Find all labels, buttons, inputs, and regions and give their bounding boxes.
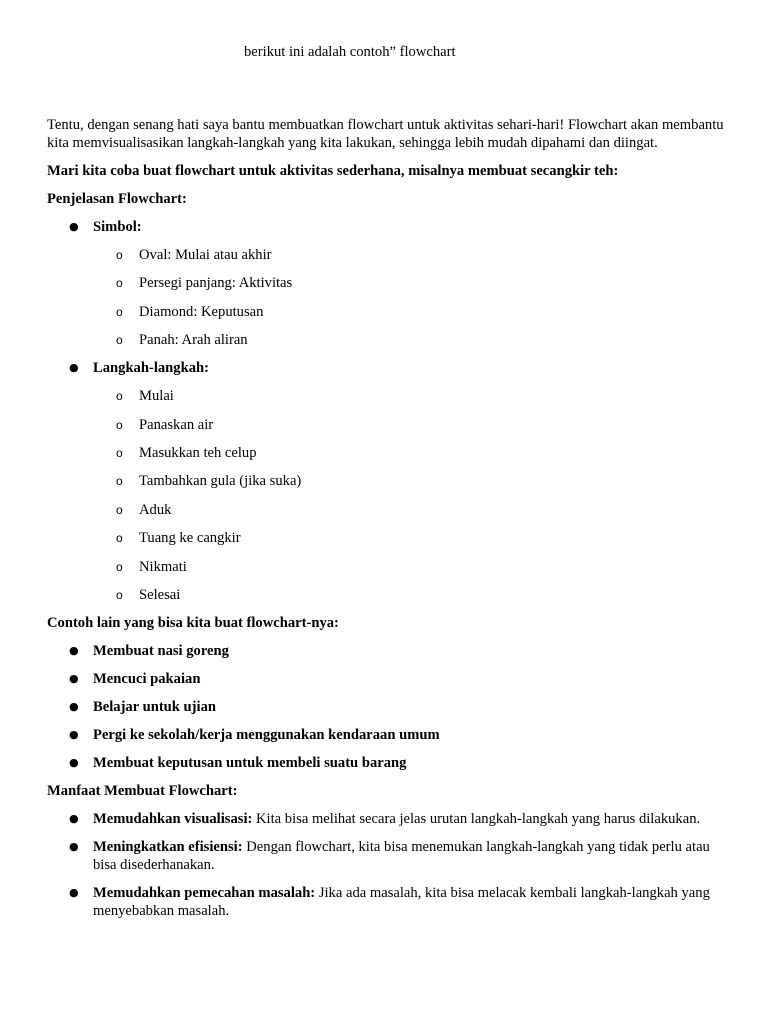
list-item (47, 670, 727, 688)
circle-bullet-icon: o (116, 248, 123, 262)
steps-label: Langkah-langkah: (93, 360, 209, 377)
benefit-text: Dengan flowchart, kita bisa menemukan langkah-langkah yang tidak perlu atau bisa disederhanakan. (93, 838, 710, 873)
benefit-text: Kita bisa melihat secara jelas urutan langkah-langkah yang harus dilakukan. (252, 810, 701, 827)
list-item (47, 810, 727, 828)
benefit-term: Memudahkan pemecahan masalah: (93, 884, 316, 901)
benefit-term: Memudahkan visualisasi: (93, 810, 253, 827)
list-item (47, 726, 727, 744)
circle-bullet-icon: o (116, 445, 123, 460)
list-item (93, 274, 727, 292)
benefit-text: Jika ada masalah, kita bisa melacak kembali langkah-langkah yang menyebabkan masalah. (93, 884, 710, 919)
circle-bullet-icon: o (116, 276, 123, 291)
circle-bullet-icon: o (116, 559, 123, 574)
other-examples-list (47, 642, 727, 772)
bullet-icon: ● (69, 361, 79, 375)
circle-bullet-icon: o (116, 531, 123, 546)
circle-bullet-icon: o (116, 304, 123, 319)
document-title: berikut ini adalah contoh” flowchart (244, 44, 456, 60)
list-item (47, 642, 727, 660)
list-item (93, 246, 727, 264)
list-item (93, 331, 727, 349)
circle-bullet-icon: o (116, 417, 123, 432)
symbol-item: Persegi panjang: Aktivitas (139, 275, 293, 292)
list-item (47, 698, 727, 716)
symbol-item: Panah: Arah aliran (139, 332, 248, 349)
list-item (93, 416, 727, 434)
step-item: Panaskan air (139, 416, 214, 433)
list-item (47, 838, 727, 874)
step-item: Tambahkan gula (jika suka) (139, 473, 302, 490)
circle-bullet-icon: o (116, 389, 123, 404)
step-item: Selesai (139, 586, 181, 603)
benefits-heading: Manfaat Membuat Flowchart: (47, 782, 238, 799)
list-item (93, 444, 727, 462)
circle-bullet-icon: o (116, 502, 123, 517)
list-item (93, 472, 727, 490)
step-item: Mulai (139, 388, 174, 405)
explanation-heading: Penjelasan Flowchart: (47, 191, 187, 207)
bullet-icon: ● (69, 727, 79, 741)
step-item: Tuang ke cangkir (139, 530, 241, 547)
other-examples-heading: Contoh lain yang bisa kita buat flowchart-nya: (47, 614, 339, 631)
list-item (47, 754, 727, 772)
symbol-item: Oval: Mulai atau akhir (139, 247, 272, 263)
benefits-list (47, 810, 727, 920)
bullet-icon: ● (69, 885, 79, 899)
bullet-icon: ● (69, 755, 79, 769)
list-item-symbols (47, 218, 727, 349)
bullet-icon: ● (69, 839, 79, 853)
list-item (93, 558, 727, 576)
circle-bullet-icon: o (116, 333, 123, 348)
bullet-icon: ● (69, 811, 79, 825)
bullet-icon: ● (69, 220, 79, 233)
list-item (93, 501, 727, 519)
list-item (93, 529, 727, 547)
list-item (47, 884, 727, 920)
example-item: Membuat keputusan untuk membeli suatu barang (93, 754, 407, 771)
example-item: Membuat nasi goreng (93, 642, 229, 659)
list-item (93, 303, 727, 321)
bullet-icon: ● (69, 699, 79, 713)
example-heading: Mari kita coba buat flowchart untuk aktivitas sederhana, misalnya membuat secangkir teh: (47, 163, 619, 179)
symbol-item: Diamond: Keputusan (139, 303, 264, 320)
symbols-label: Simbol: (93, 219, 142, 235)
list-item (93, 586, 727, 604)
list-item (93, 387, 727, 405)
explanation-list (47, 218, 727, 604)
example-item: Belajar untuk ujian (93, 698, 216, 715)
bullet-icon: ● (69, 643, 79, 657)
list-item-steps (47, 359, 727, 604)
circle-bullet-icon: o (116, 587, 123, 602)
steps-list (93, 387, 727, 604)
step-item: Aduk (139, 501, 172, 518)
bullet-icon: ● (69, 671, 79, 685)
document-body (47, 116, 727, 930)
intro-paragraph: Tentu, dengan senang hati saya bantu membuatkan flowchart untuk aktivitas sehari-hari! Flowchart akan membantu kita memvisualisasikan langkah-langkah yang kita lakukan, sehingga lebih mudah dipahami dan diingat. (47, 117, 724, 151)
step-item: Nikmati (139, 558, 187, 575)
circle-bullet-icon: o (116, 474, 123, 489)
benefit-term: Meningkatkan efisiensi: (93, 838, 243, 855)
example-item: Pergi ke sekolah/kerja menggunakan kendaraan umum (93, 726, 440, 743)
symbols-list (93, 246, 727, 349)
step-item: Masukkan teh celup (139, 444, 257, 461)
example-item: Mencuci pakaian (93, 670, 201, 687)
